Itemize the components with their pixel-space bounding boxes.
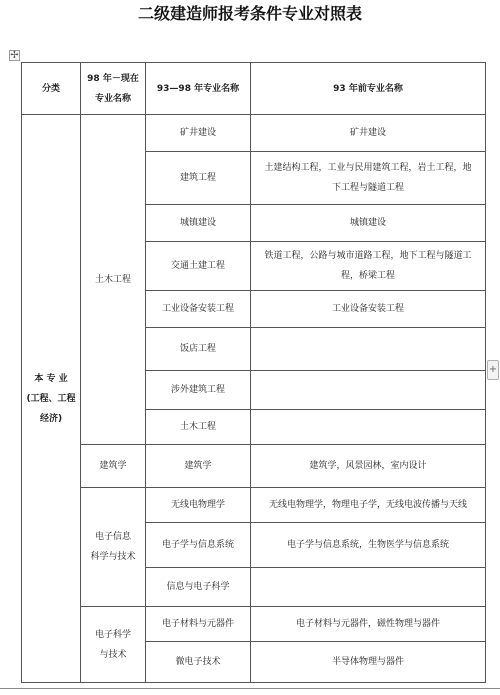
group-electronic-science: [81, 607, 146, 683]
row-pre93-cell: 无线电物理学，物理电子学，无线电波传播与天线: [251, 488, 486, 523]
group-electronic-info: [81, 488, 146, 607]
group-architecture: 建筑学: [81, 445, 146, 488]
category-main-line2: (工程、工程: [26, 393, 76, 404]
row-pre93-cell: [251, 371, 486, 410]
header-current-line2: 专业名称: [94, 93, 131, 104]
row-pre93-cell: [251, 568, 486, 607]
major-comparison-table: [21, 62, 486, 683]
group-civil: 土木工程: [81, 115, 146, 445]
table-row: [22, 488, 486, 523]
row-93-98-cell: 土木工程: [146, 410, 251, 445]
row-pre93-cell: [251, 152, 486, 205]
group-electronic-science-line2: 与技术: [99, 649, 127, 660]
row-93-98-cell: 信息与电子科学: [146, 568, 251, 607]
table-header-row: [22, 63, 486, 115]
table-row: [22, 607, 486, 642]
header-category: 分类: [22, 63, 81, 115]
row-93-98-cell: 饭店工程: [146, 328, 251, 371]
move-cross-icon[interactable]: ✢: [10, 50, 19, 61]
row-93-98-cell: 电子学与信息系统: [146, 523, 251, 568]
page-bottom-edge: [0, 688, 500, 689]
row-pre93-line2: 程，桥梁工程: [340, 271, 395, 281]
row-pre93-line1: 土建结构工程，工业与民用建筑工程，岩土工程，地: [264, 163, 472, 173]
row-pre93-cell: [251, 410, 486, 445]
row-pre93-cell: [251, 328, 486, 371]
category-main-cell: [22, 115, 81, 683]
row-93-98-cell: 建筑工程: [146, 152, 251, 205]
header-93-98-major: 93—98 年专业名称: [146, 63, 251, 115]
row-pre93-cell: 矿井建设: [251, 115, 486, 152]
row-93-98-cell: 电子材料与元器件: [146, 607, 251, 642]
row-93-98-cell: 交通土建工程: [146, 242, 251, 291]
expand-plus-icon[interactable]: +: [487, 360, 499, 380]
row-93-98-cell: 微电子技术: [146, 642, 251, 683]
row-pre93-cell: 半导体物理与器件: [251, 642, 486, 683]
table-row: [22, 445, 486, 488]
group-electronic-science-line1: 电子科学: [94, 629, 131, 640]
row-93-98-cell: 城镇建设: [146, 205, 251, 242]
group-electronic-info-line2: 科学与技术: [90, 552, 136, 562]
table-row: [22, 115, 486, 152]
row-93-98-cell: 无线电物理学: [146, 488, 251, 523]
row-93-98-cell: 涉外建筑工程: [146, 371, 251, 410]
header-pre93-major: 93 年前专业名称: [251, 63, 486, 115]
row-pre93-cell: 电子材料与元器件，磁性物理与器件: [251, 607, 486, 642]
header-current-line1: 98 年－现在: [87, 73, 139, 84]
row-93-98-cell: 矿井建设: [146, 115, 251, 152]
row-pre93-line2: 下工程与隧道工程: [331, 183, 404, 193]
row-93-98-cell: 工业设备安装工程: [146, 291, 251, 328]
category-main-line3: 经济): [39, 413, 63, 424]
group-electronic-info-line1: 电子信息: [94, 532, 131, 542]
row-pre93-cell: 城镇建设: [251, 205, 486, 242]
row-pre93-cell: 工业设备安装工程: [251, 291, 486, 328]
row-pre93-line1: 铁道工程，公路与城市道路工程，地下工程与隧道工: [264, 251, 472, 261]
row-pre93-cell: 建筑学，风景园林，室内设计: [251, 445, 486, 488]
header-current-major: [81, 63, 146, 115]
category-main-line1: 本 专 业: [34, 373, 68, 384]
document-title: 二级建造师报考条件专业对照表: [137, 4, 362, 23]
row-93-98-cell: 建筑学: [146, 445, 251, 488]
row-pre93-cell: [251, 242, 486, 291]
row-pre93-cell: 电子学与信息系统，生物医学与信息系统: [251, 523, 486, 568]
